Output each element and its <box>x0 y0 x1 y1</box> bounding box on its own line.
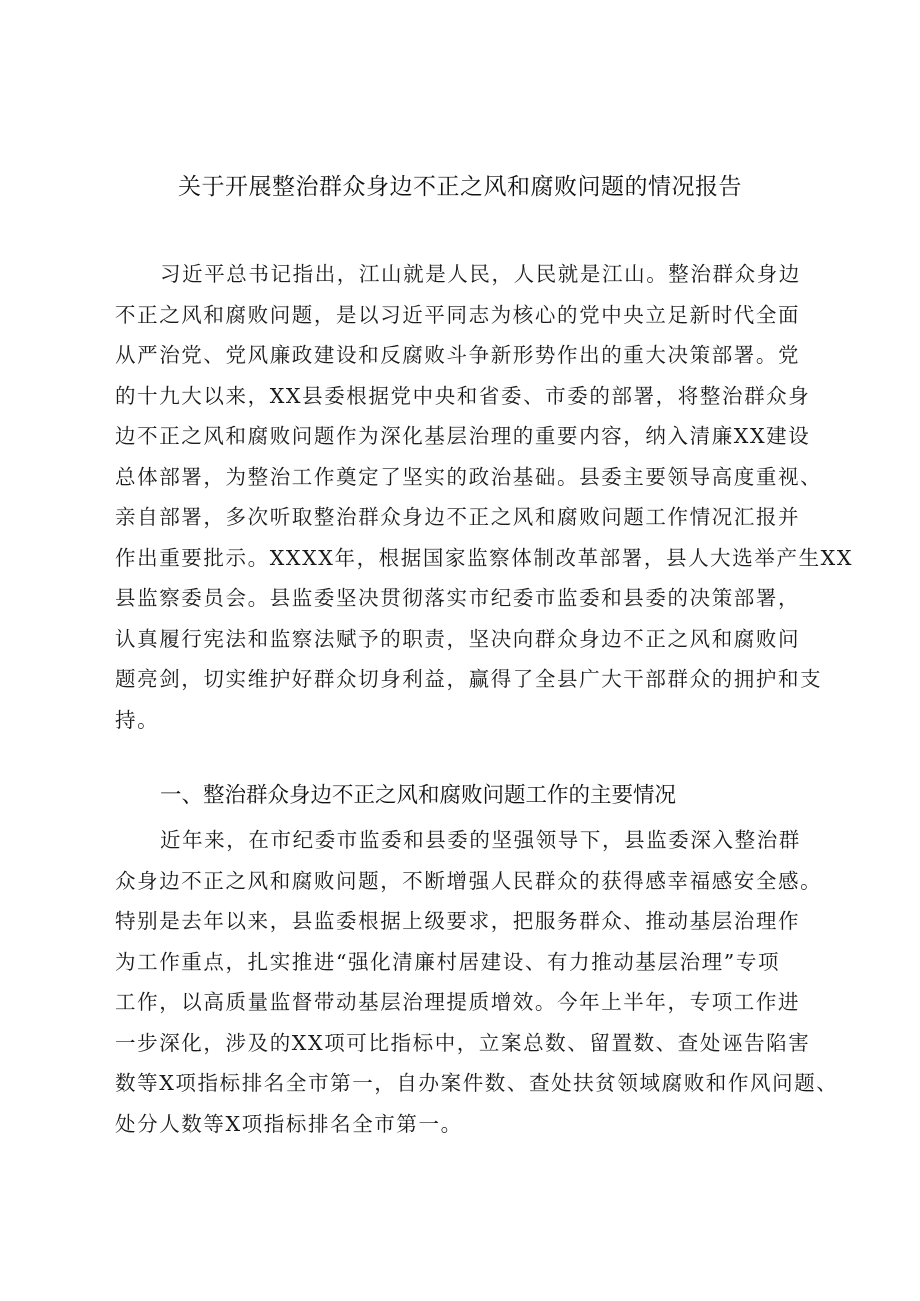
paragraph-line: 边不正之风和腐败问题作为深化基层治理的重要内容，纳入清廉XX建设 <box>115 424 811 448</box>
paragraph-line: 为工作重点，扎实推进“强化清廉村居建设、有力推动基层治理”专项 <box>115 949 781 974</box>
paragraph-intro <box>115 254 854 740</box>
paragraph-line: 一步深化，涉及的XX项可比指标中，立案总数、留置数、查处诬告陷害 <box>115 1030 811 1055</box>
paragraph-line: 持。 <box>115 707 160 732</box>
paragraph-line: 从严治党、党风廉政建设和反腐败斗争新形势作出的重大决策部署。党 <box>115 343 801 367</box>
paragraph-line: 认真履行宪法和监察法赋予的职责，坚决向群众身边不正之风和腐败问 <box>115 626 801 651</box>
paragraph-line: 总体部署，为整治工作奠定了坚实的政治基础。县委主要领导高度重视、 <box>115 464 823 489</box>
paragraph-line: 亲自部署，多次听取整治群众身边不正之风和腐败问题工作情况汇报并 <box>115 505 801 529</box>
paragraph-line: 特别是去年以来，县监委根据上级要求，把服务群众、推动基层治理作 <box>115 909 801 933</box>
paragraph-line: 近年来，在市纪委市监委和县委的坚强领导下，县监委深入整治群 <box>160 828 801 852</box>
paragraph-line: 县监察委员会。县监委坚决贯彻落实市纪委市监委和县委的决策部署， <box>115 586 801 610</box>
paragraph-line: 习近平总书记指出，江山就是人民，人民就是江山。整治群众身边 <box>160 262 801 286</box>
paragraph-main-situation <box>115 820 839 1144</box>
paragraph-line: 数等X项指标排名全市第一，自办案件数、查处扶贫领域腐败和作风问题、 <box>115 1071 839 1095</box>
paragraph-line: 众身边不正之风和腐败问题，不断增强人民群众的获得感幸福感安全感。 <box>115 868 823 893</box>
paragraph-line: 的十九大以来，XX县委根据党中央和省委、市委的部署，将整治群众身 <box>115 383 811 408</box>
paragraph-line: 不正之风和腐败问题，是以习近平同志为核心的党中央立足新时代全面 <box>115 302 801 327</box>
paragraph-line: 题亮剑，切实维护好群众切身利益，赢得了全县广大干部群众的拥护和支 <box>115 667 823 691</box>
paragraph-line: 作出重要批示。XXXX年，根据国家监察体制改革部署，县人大选举产生XX <box>115 545 854 570</box>
paragraph-line: 工作，以高质量监督带动基层治理提质增效。今年上半年，专项工作进 <box>115 990 801 1014</box>
document-title: 关于开展整治群众身边不正之风和腐败问题的情况报告 <box>178 174 742 200</box>
section-heading-1: 一、整治群众身边不正之风和腐败问题工作的主要情况 <box>160 783 677 808</box>
paragraph-line: 处分人数等X项指标排名全市第一。 <box>115 1111 463 1136</box>
